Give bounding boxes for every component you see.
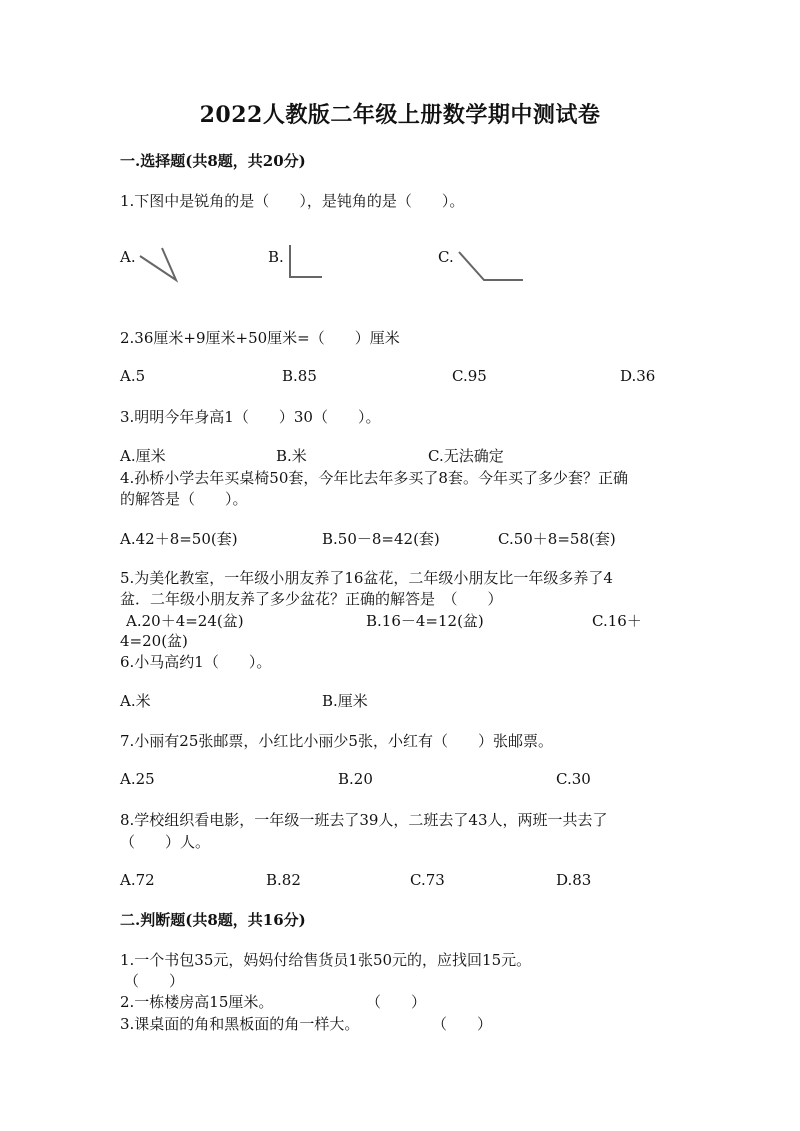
q2-option-d: D.36 <box>620 367 656 385</box>
q7-option-a: A.25 <box>120 770 155 788</box>
q4-option-a: A.42＋8=50(套) <box>120 530 238 548</box>
q5-option-c-continuation: 4=20(盆) <box>120 632 188 650</box>
question-3: 3.明明今年身高1（ ）30（ ）。 <box>120 408 381 426</box>
question-1: 1.下图中是锐角的是（ ），是钝角的是（ ）。 <box>120 192 465 210</box>
q7-option-b: B.20 <box>338 770 373 788</box>
question-5-line-2: 盆．二年级小朋友养了多少盆花？正确的解答是 （ ） <box>120 590 503 608</box>
q4-option-c: C.50＋8=58(套) <box>498 530 616 548</box>
acute-angle-figure <box>136 244 180 284</box>
judgment-answer-blank-1: （ ） <box>124 972 185 990</box>
question-4-line-1: 4.孙桥小学去年买桌椅50套，今年比去年多买了8套。今年买了多少套？正确 <box>120 469 628 487</box>
judgment-answer-blank-2: （ ） <box>366 993 427 1011</box>
question-2: 2.36厘米+9厘米+50厘米=（ ）厘米 <box>120 329 400 347</box>
q1-option-b: B. <box>268 248 284 266</box>
q5-option-c: C.16＋ <box>592 612 642 630</box>
q3-option-a: A.厘米 <box>120 447 166 465</box>
q5-option-b: B.16－4=12(盆) <box>366 612 484 630</box>
judgment-question-3: 3.课桌面的角和黑板面的角一样大。 <box>120 1015 360 1033</box>
q8-option-d: D.83 <box>556 871 592 889</box>
section-heading-choice: 一.选择题(共8题，共20分) <box>120 152 306 170</box>
judgment-answer-blank-3: （ ） <box>432 1015 493 1033</box>
q2-option-a: A.5 <box>120 367 146 385</box>
q3-option-c: C.无法确定 <box>428 447 504 465</box>
q8-option-b: B.82 <box>266 871 301 889</box>
judgment-question-1: 1.一个书包35元，妈妈付给售货员1张50元的，应找回15元。 <box>120 951 532 969</box>
right-angle-figure <box>285 242 325 282</box>
q5-option-a: A.20＋4=24(盆) <box>126 612 244 630</box>
question-5-line-1: 5.为美化教室，一年级小朋友养了16盆花，二年级小朋友比一年级多养了4 <box>120 569 613 587</box>
question-6: 6.小马高约1（ ）。 <box>120 653 272 671</box>
q6-option-b: B.厘米 <box>322 692 368 710</box>
question-7: 7.小丽有25张邮票，小红比小丽少5张，小红有（ ）张邮票。 <box>120 732 553 750</box>
judgment-question-2: 2.一栋楼房高15厘米。 <box>120 993 274 1011</box>
q2-option-c: C.95 <box>452 367 487 385</box>
q6-option-a: A.米 <box>120 692 151 710</box>
section-heading-judgment: 二.判断题(共8题，共16分) <box>120 911 306 929</box>
q2-option-b: B.85 <box>282 367 317 385</box>
question-8-line-2: （ ）人。 <box>120 833 211 851</box>
question-4-line-2: 的解答是（ ）。 <box>120 490 248 508</box>
q1-option-a: A. <box>120 248 136 266</box>
page-title: 2022人教版二年级上册数学期中测试卷 <box>199 102 601 128</box>
q7-option-c: C.30 <box>556 770 591 788</box>
q8-option-a: A.72 <box>120 871 155 889</box>
q4-option-b: B.50－8=42(套) <box>322 530 440 548</box>
q8-option-c: C.73 <box>410 871 445 889</box>
obtuse-angle-figure <box>456 248 526 284</box>
q3-option-b: B.米 <box>276 447 307 465</box>
question-8-line-1: 8.学校组织看电影，一年级一班去了39人，二班去了43人，两班一共去了 <box>120 811 608 829</box>
q1-option-c: C. <box>438 248 454 266</box>
